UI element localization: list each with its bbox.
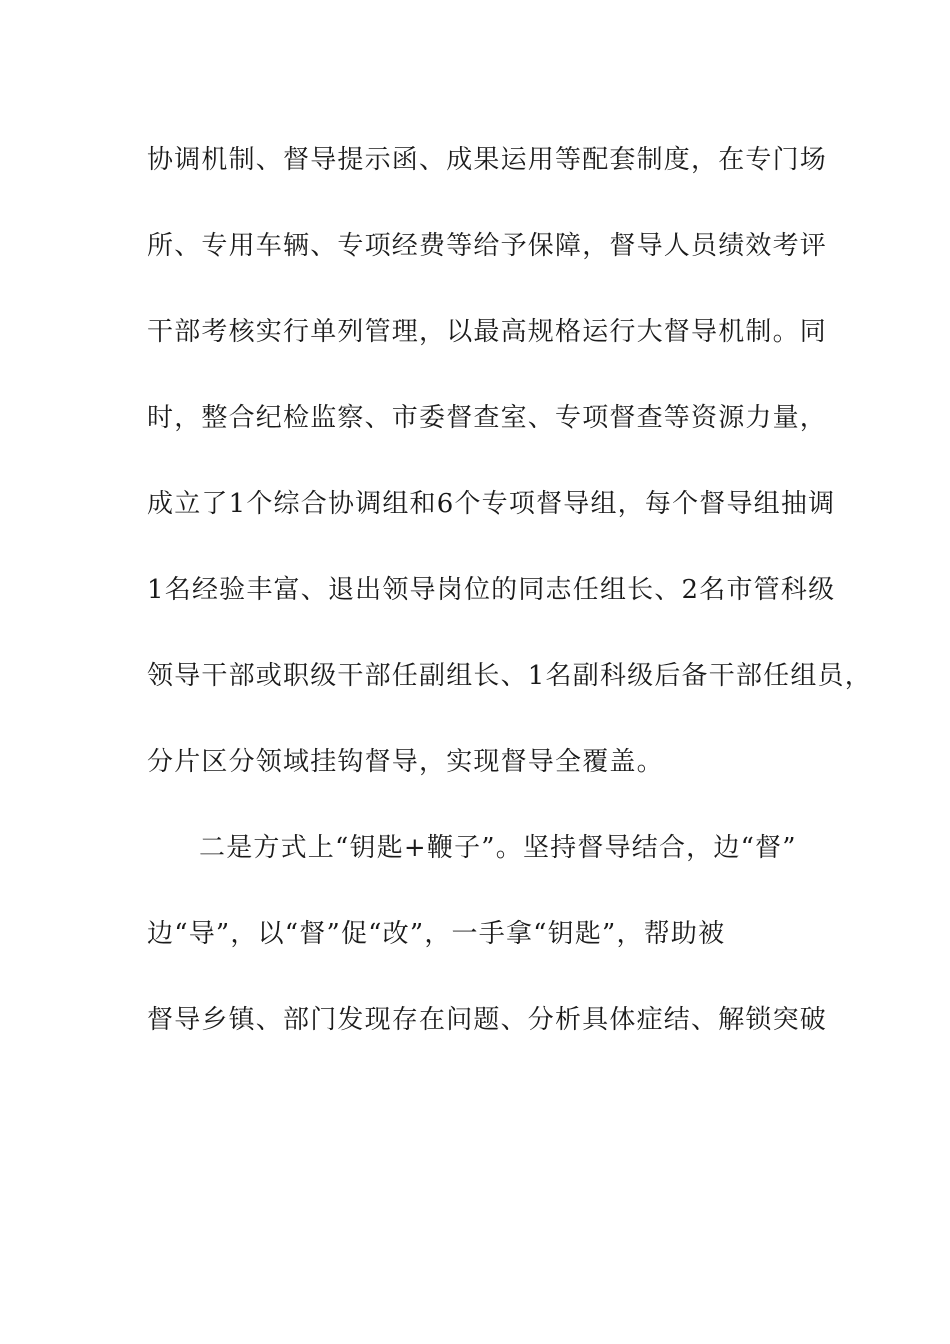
paragraph-line-11: 督导乡镇、部门发现存在问题、分析具体症结、解锁突破	[147, 1005, 828, 1035]
paragraph-line-10: 边“导”，以“督”促“改”，一手拿“钥匙”，帮助被	[147, 919, 726, 949]
paragraph-line-7: 领导干部或职级干部任副组长、1名副科级后备干部任组员，	[147, 661, 872, 691]
paragraph-line-1: 协调机制、督导提示函、成果运用等配套制度，在专门场	[147, 145, 828, 175]
paragraph-line-4: 时，整合纪检监察、市委督查室、专项督查等资源力量，	[147, 403, 828, 433]
paragraph-line-3: 干部考核实行单列管理，以最高规格运行大督导机制。同	[147, 317, 828, 347]
paragraph-line-2: 所、专用车辆、专项经费等给予保障，督导人员绩效考评	[147, 231, 828, 261]
paragraph-line-5: 成立了1个综合协调组和6个专项督导组，每个督导组抽调	[147, 489, 836, 519]
paragraph-line-8: 分片区分领域挂钩督导，实现督导全覆盖。	[147, 747, 664, 777]
paragraph-line-6: 1名经验丰富、退出领导岗位的同志任组长、2名市管科级	[147, 575, 836, 605]
paragraph-line-9: 二是方式上“钥匙+鞭子”。坚持督导结合，边“督”	[199, 833, 797, 863]
